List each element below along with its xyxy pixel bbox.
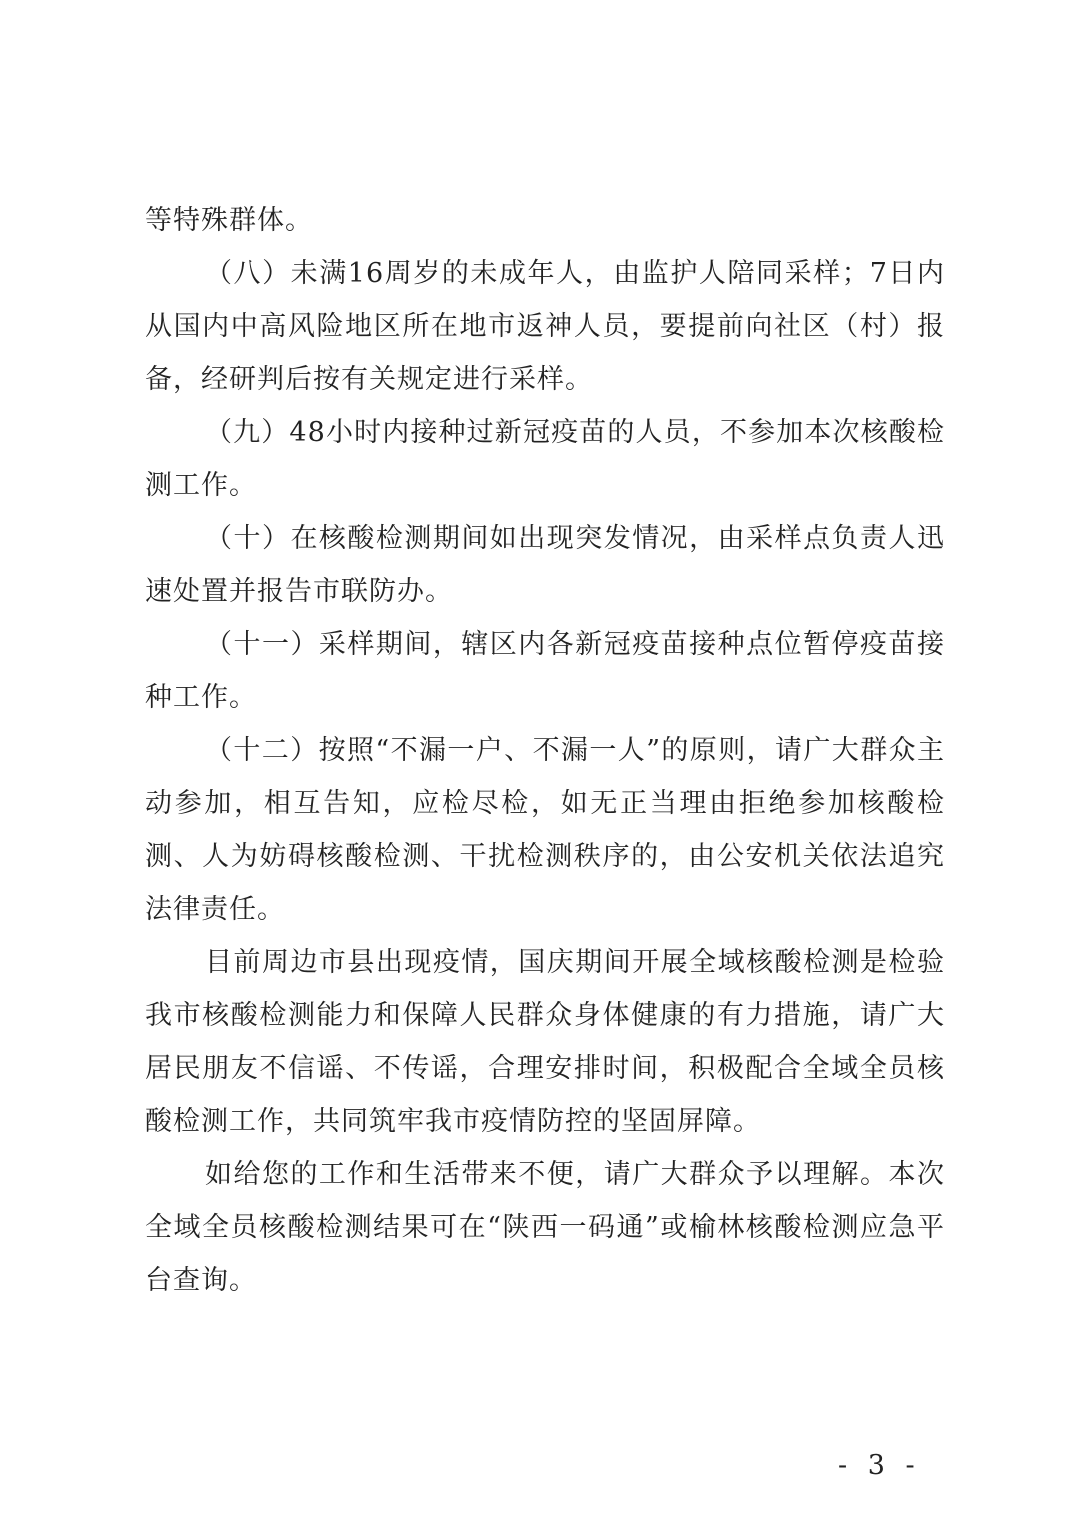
paragraph-item-11: （十一）采样期间，辖区内各新冠疫苗接种点位暂停疫苗接种工作。 bbox=[145, 629, 945, 713]
paragraph-item-12: （十二）按照“不漏一户、不漏一人”的原则，请广大群众主动参加，相互告知，应检尽检，如无正当理由拒绝参加核酸检测、人为妨碍核酸检测、干扰检测秩序的，由公安机关依法追究法律责任。 bbox=[145, 735, 945, 925]
paragraph-continuation: 等特殊群体。 bbox=[145, 205, 313, 236]
paragraph-item-9: （九）48小时内接种过新冠疫苗的人员，不参加本次核酸检测工作。 bbox=[145, 417, 945, 501]
paragraph-item-8: （八）未满16周岁的未成年人，由监护人陪同采样；7日内从国内中高风险地区所在地市返神人员，要提前向社区（村）报备，经研判后按有关规定进行采样。 bbox=[145, 258, 945, 395]
paragraph-item-10: （十）在核酸检测期间如出现突发情况，由采样点负责人迅速处置并报告市联防办。 bbox=[145, 523, 945, 607]
document-body bbox=[145, 194, 945, 1307]
paragraph-summary: 目前周边市县出现疫情，国庆期间开展全域核酸检测是检验我市核酸检测能力和保障人民群众身体健康的有力措施，请广大居民朋友不信谣、不传谣，合理安排时间，积极配合全域全员核酸检测工作，共同筑牢我市疫情防控的坚固屏障。 bbox=[145, 947, 945, 1137]
paragraph-closing: 如给您的工作和生活带来不便，请广大群众予以理解。本次全域全员核酸检测结果可在“陕西一码通”或榆林核酸检测应急平台查询。 bbox=[145, 1159, 945, 1296]
page-number: - 3 - bbox=[838, 1450, 921, 1481]
